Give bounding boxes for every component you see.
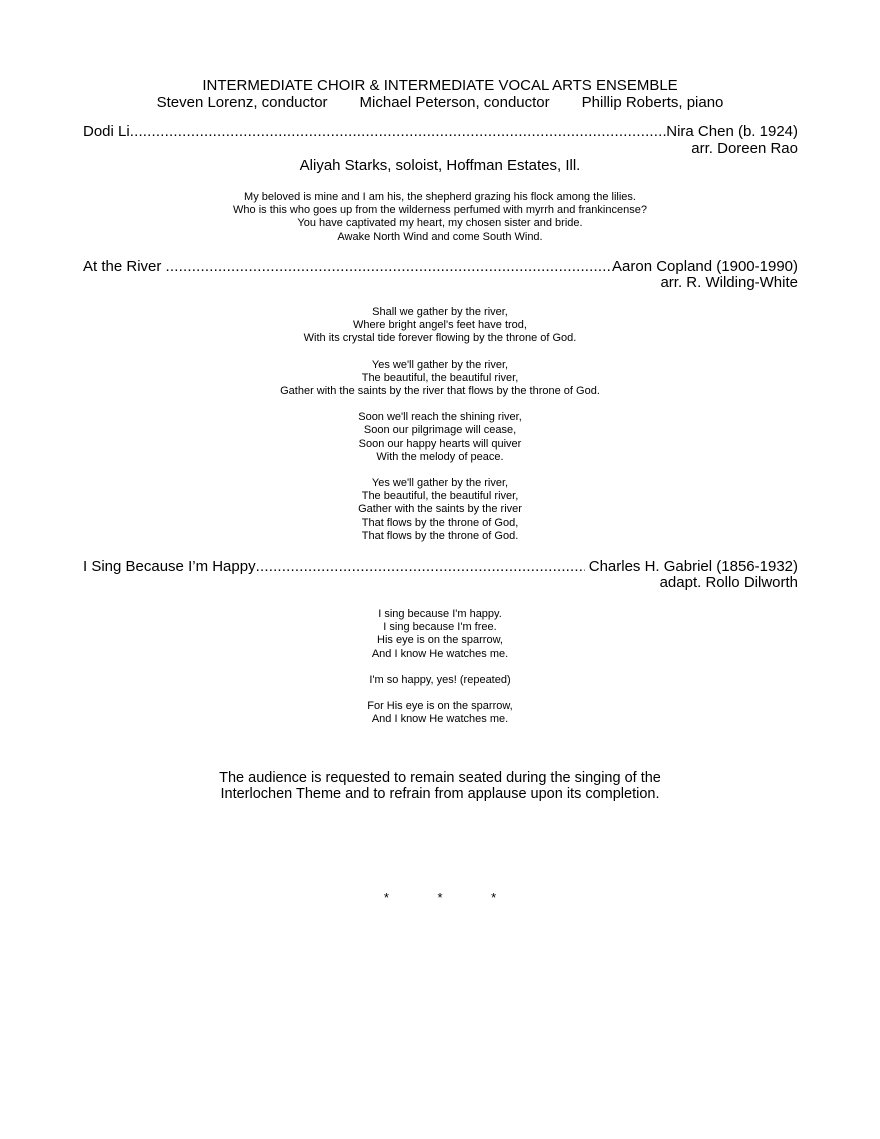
lyric-line: The beautiful, the beautiful river, <box>361 490 519 503</box>
dot-leader <box>130 123 667 141</box>
notice-line: The audience is requested to remain seated during the singing of the <box>219 770 661 786</box>
notice-line: Interlochen Theme and to refrain from applause upon its completion. <box>220 786 660 802</box>
piece-soloist: Aliyah Starks, soloist, Hoffman Estates, Ill. <box>299 157 581 174</box>
dot-leader <box>256 558 585 576</box>
lyrics-stanza <box>0 411 880 464</box>
audience-notice <box>0 770 880 802</box>
lyric-line: Soon our happy hearts will quiver <box>358 437 522 450</box>
lyrics-block <box>0 306 880 543</box>
lyric-line: Who is this who goes up from the wilderness perfumed with myrrh and frankincense? <box>233 204 647 217</box>
lyric-line: Yes we'll gather by the river, <box>371 358 509 371</box>
lyrics-stanza <box>0 359 880 399</box>
section-separator <box>0 890 880 905</box>
lyrics-stanza <box>0 191 880 244</box>
lyric-line: Where bright angel's feet have trod, <box>353 319 527 332</box>
lyric-line: I'm so happy, yes! (repeated) <box>369 673 511 686</box>
lyrics-stanza <box>0 674 880 687</box>
lyric-line: With its crystal tide forever flowing by the throne of God. <box>303 332 577 345</box>
lyric-line: You have captivated my heart, my chosen sister and bride. <box>297 217 583 230</box>
piece-arranger: adapt. Rollo Dilworth <box>659 574 798 591</box>
lyric-line: And I know He watches me. <box>371 647 509 660</box>
lyric-line: Soon we'll reach the shining river, <box>358 411 522 424</box>
lyric-line: That flows by the throne of God, <box>361 516 519 529</box>
lyric-line: With the melody of peace. <box>376 450 504 463</box>
piece-composer: Nira Chen (b. 1924) <box>666 123 798 140</box>
lyrics-block <box>0 191 880 244</box>
piece-arranger: arr. Doreen Rao <box>691 140 798 157</box>
personnel-line <box>0 94 880 112</box>
pianist: Phillip Roberts, piano <box>581 94 724 111</box>
lyrics-stanza <box>0 608 880 661</box>
piece-title: At the River <box>83 258 166 275</box>
lyric-line: Soon our pilgrimage will cease, <box>363 424 517 437</box>
lyric-line: I sing because I'm free. <box>383 621 497 634</box>
lyric-line: My beloved is mine and I am his, the shepherd grazing his flock among the lilies. <box>244 191 636 203</box>
piece-composer: Charles H. Gabriel (1856-1932) <box>584 558 798 575</box>
lyrics-stanza <box>0 477 880 543</box>
lyric-line: Gather with the saints by the river <box>358 503 522 516</box>
lyric-line: Gather with the saints by the river that flows by the throne of God. <box>280 385 600 398</box>
conductor-1: Steven Lorenz, conductor <box>156 94 328 111</box>
lyrics-stanza <box>0 306 880 346</box>
piece-title-line <box>83 123 798 141</box>
piece-arranger: arr. R. Wilding-White <box>660 274 798 291</box>
lyric-line: Yes we'll gather by the river, <box>371 477 509 490</box>
lyric-line: For His eye is on the sparrow, <box>367 700 513 713</box>
ensemble-title: INTERMEDIATE CHOIR & INTERMEDIATE VOCAL ARTS ENSEMBLE <box>202 77 678 94</box>
dot-leader <box>166 258 613 276</box>
separator-star: * <box>383 890 389 905</box>
lyric-line: And I know He watches me. <box>371 713 509 726</box>
separator-star: * <box>491 890 497 905</box>
lyric-line: The beautiful, the beautiful river, <box>361 371 519 384</box>
lyric-line: Shall we gather by the river, <box>372 306 508 318</box>
lyrics-stanza <box>0 700 880 726</box>
lyric-line: That flows by the throne of God. <box>361 529 519 542</box>
lyrics-block <box>0 608 880 726</box>
piece-title: I Sing Because I’m Happy <box>83 558 256 575</box>
conductor-2: Michael Peterson, conductor <box>359 94 550 111</box>
lyric-line: Awake North Wind and come South Wind. <box>337 230 543 243</box>
piece-composer: Aaron Copland (1900-1990) <box>612 258 798 275</box>
lyric-line: His eye is on the sparrow, <box>377 634 503 647</box>
lyric-line: I sing because I'm happy. <box>378 608 502 620</box>
separator-star: * <box>437 890 443 905</box>
piece-title: Dodi Li <box>83 123 130 140</box>
